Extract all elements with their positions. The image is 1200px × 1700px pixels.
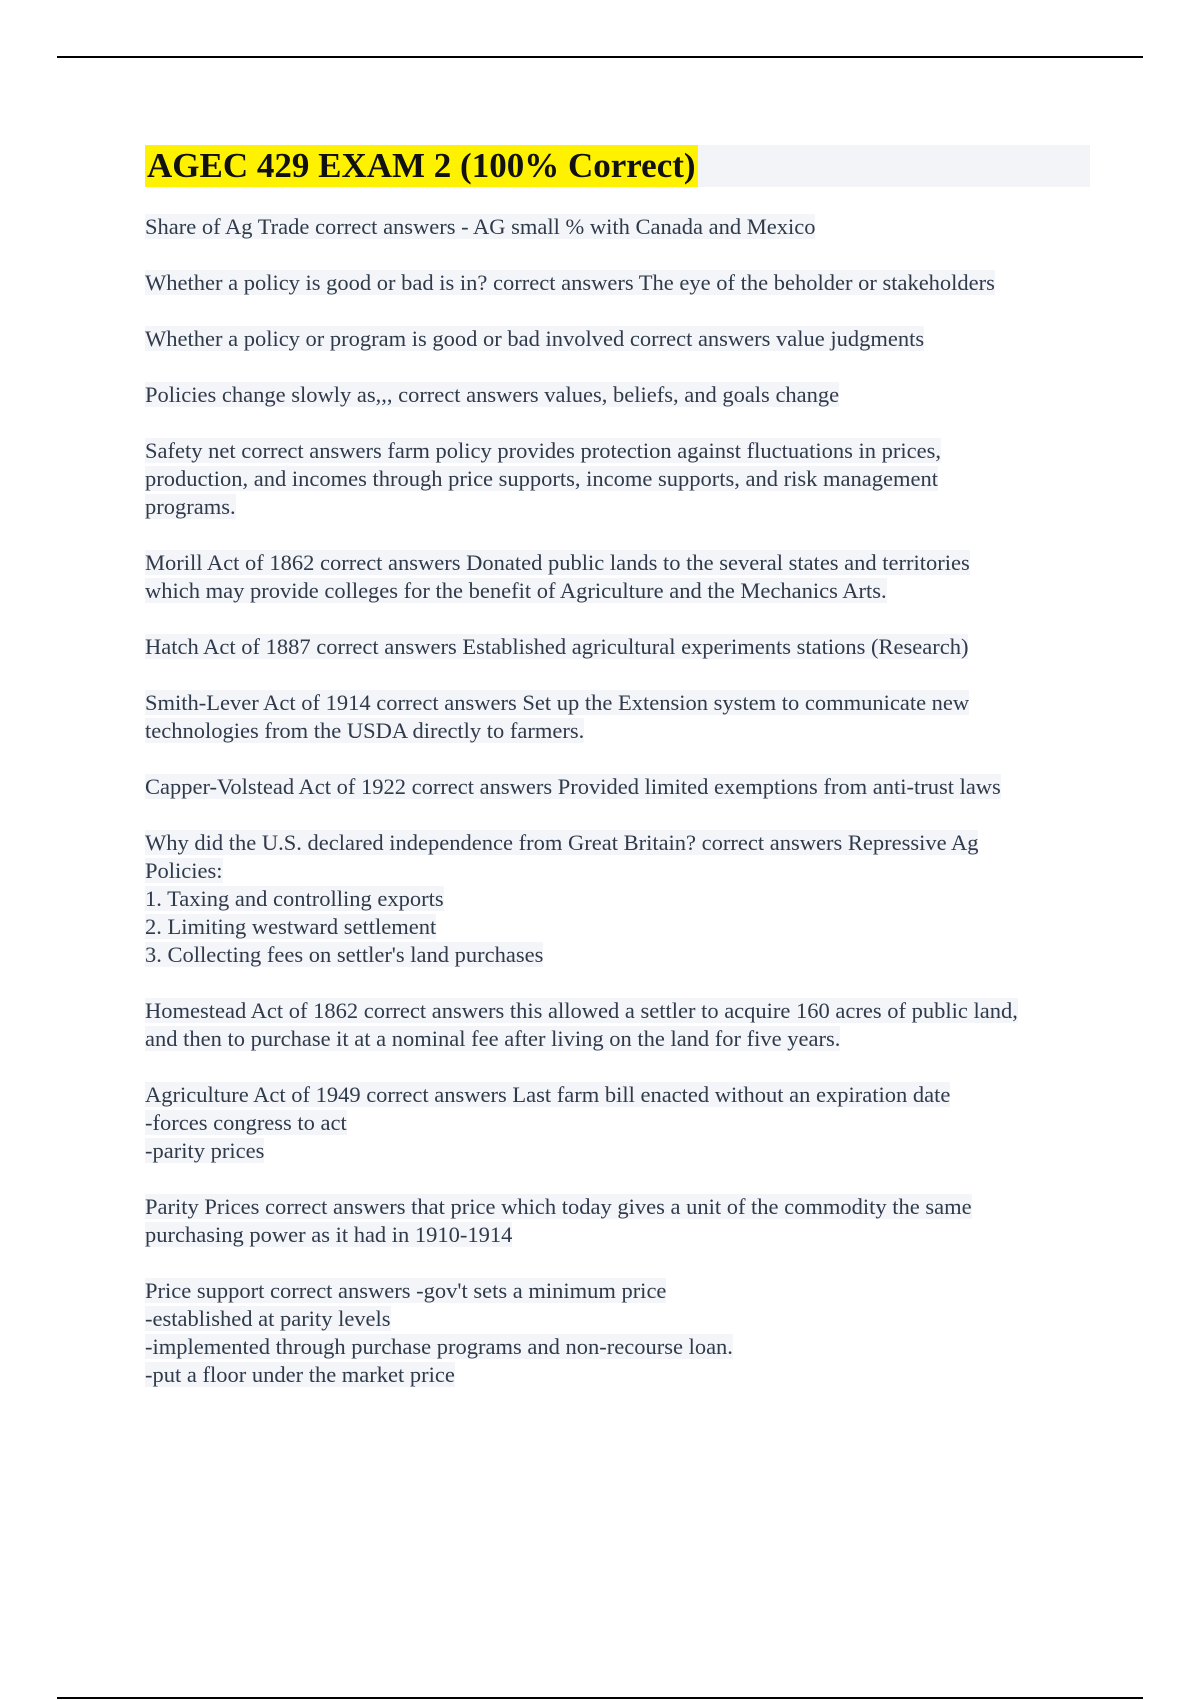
bottom-rule bbox=[57, 1697, 1143, 1699]
qa-line-text: 1. Taxing and controlling exports bbox=[145, 886, 444, 911]
qa-line-text: Whether a policy or program is good or bad involved correct answers value judgments bbox=[145, 326, 925, 351]
qa-line-text: Hatch Act of 1887 correct answers Established agricultural experiments stations (Research) bbox=[145, 634, 969, 659]
qa-line bbox=[145, 1193, 1090, 1221]
qa-line-text: -forces congress to act bbox=[145, 1110, 347, 1135]
qa-line-text: 2. Limiting westward settlement bbox=[145, 914, 437, 939]
qa-line bbox=[145, 1333, 1090, 1361]
qa-line-text: Capper-Volstead Act of 1922 correct answers Provided limited exemptions from anti-trust laws bbox=[145, 774, 1001, 799]
qa-line bbox=[145, 269, 1090, 297]
qa-entry bbox=[145, 633, 1090, 661]
qa-line-text: Homestead Act of 1862 correct answers this allowed a settler to acquire 160 acres of public land, bbox=[145, 998, 1018, 1023]
qa-line-text: which may provide colleges for the benefit of Agriculture and the Mechanics Arts. bbox=[145, 578, 887, 603]
qa-line-text: Share of Ag Trade correct answers - AG small % with Canada and Mexico bbox=[145, 214, 816, 239]
qa-line-text: purchasing power as it had in 1910-1914 bbox=[145, 1222, 513, 1247]
qa-line-text: Policies change slowly as,,, correct answers values, beliefs, and goals change bbox=[145, 382, 840, 407]
qa-line bbox=[145, 549, 1090, 577]
qa-line-text: technologies from the USDA directly to farmers. bbox=[145, 718, 585, 743]
qa-line-text: production, and incomes through price supports, income supports, and risk management bbox=[145, 466, 938, 491]
qa-line bbox=[145, 1305, 1090, 1333]
qa-entry bbox=[145, 1081, 1090, 1165]
qa-line-text: Whether a policy is good or bad is in? correct answers The eye of the beholder or stakeholders bbox=[145, 270, 995, 295]
qa-line bbox=[145, 717, 1090, 745]
qa-line-text: Morill Act of 1862 correct answers Donated public lands to the several states and territories bbox=[145, 550, 970, 575]
document-body bbox=[145, 145, 1090, 1417]
document-title: AGEC 429 EXAM 2 (100% Correct) bbox=[147, 146, 696, 185]
qa-line bbox=[145, 381, 1090, 409]
qa-line-text: -implemented through purchase programs and non-recourse loan. bbox=[145, 1334, 733, 1359]
qa-line-text: Safety net correct answers farm policy provides protection against fluctuations in prices, bbox=[145, 438, 941, 463]
qa-entry bbox=[145, 1193, 1090, 1249]
qa-entry bbox=[145, 689, 1090, 745]
top-rule bbox=[57, 56, 1143, 58]
qa-line bbox=[145, 213, 1090, 241]
qa-line bbox=[145, 857, 1090, 885]
qa-line-text: programs. bbox=[145, 494, 236, 519]
qa-line bbox=[145, 829, 1090, 857]
qa-entry bbox=[145, 1277, 1090, 1389]
qa-line bbox=[145, 1025, 1090, 1053]
qa-entry bbox=[145, 381, 1090, 409]
qa-line bbox=[145, 997, 1090, 1025]
qa-line-text: 3. Collecting fees on settler's land purchases bbox=[145, 942, 544, 967]
qa-line-text: Why did the U.S. declared independence from Great Britain? correct answers Repressive Ag bbox=[145, 830, 979, 855]
qa-line-text: -put a floor under the market price bbox=[145, 1362, 455, 1387]
qa-entry bbox=[145, 325, 1090, 353]
qa-line-text: Policies: bbox=[145, 858, 223, 883]
qa-list bbox=[145, 213, 1090, 1389]
qa-entry bbox=[145, 437, 1090, 521]
qa-entry bbox=[145, 773, 1090, 801]
qa-line bbox=[145, 941, 1090, 969]
qa-line bbox=[145, 773, 1090, 801]
qa-line bbox=[145, 465, 1090, 493]
qa-entry bbox=[145, 997, 1090, 1053]
qa-line bbox=[145, 1277, 1090, 1305]
qa-line bbox=[145, 493, 1090, 521]
qa-line bbox=[145, 1109, 1090, 1137]
qa-line bbox=[145, 437, 1090, 465]
qa-line-text: -established at parity levels bbox=[145, 1306, 391, 1331]
qa-line bbox=[145, 885, 1090, 913]
qa-line-text: and then to purchase it at a nominal fee after living on the land for five years. bbox=[145, 1026, 841, 1051]
qa-line bbox=[145, 633, 1090, 661]
qa-line bbox=[145, 1361, 1090, 1389]
qa-line bbox=[145, 577, 1090, 605]
qa-line-text: -parity prices bbox=[145, 1138, 265, 1163]
qa-line bbox=[145, 1137, 1090, 1165]
qa-line-text: Smith-Lever Act of 1914 correct answers Set up the Extension system to communicate new bbox=[145, 690, 970, 715]
qa-line bbox=[145, 1221, 1090, 1249]
qa-line-text: Parity Prices correct answers that price which today gives a unit of the commodity the same bbox=[145, 1194, 972, 1219]
title-band bbox=[145, 145, 1090, 187]
qa-line bbox=[145, 1081, 1090, 1109]
qa-line-text: Price support correct answers -gov't sets a minimum price bbox=[145, 1278, 667, 1303]
qa-line bbox=[145, 689, 1090, 717]
qa-entry bbox=[145, 549, 1090, 605]
qa-entry bbox=[145, 829, 1090, 969]
qa-line bbox=[145, 325, 1090, 353]
qa-entry bbox=[145, 213, 1090, 241]
qa-entry bbox=[145, 269, 1090, 297]
qa-line-text: Agriculture Act of 1949 correct answers Last farm bill enacted without an expiration date bbox=[145, 1082, 951, 1107]
qa-line bbox=[145, 913, 1090, 941]
